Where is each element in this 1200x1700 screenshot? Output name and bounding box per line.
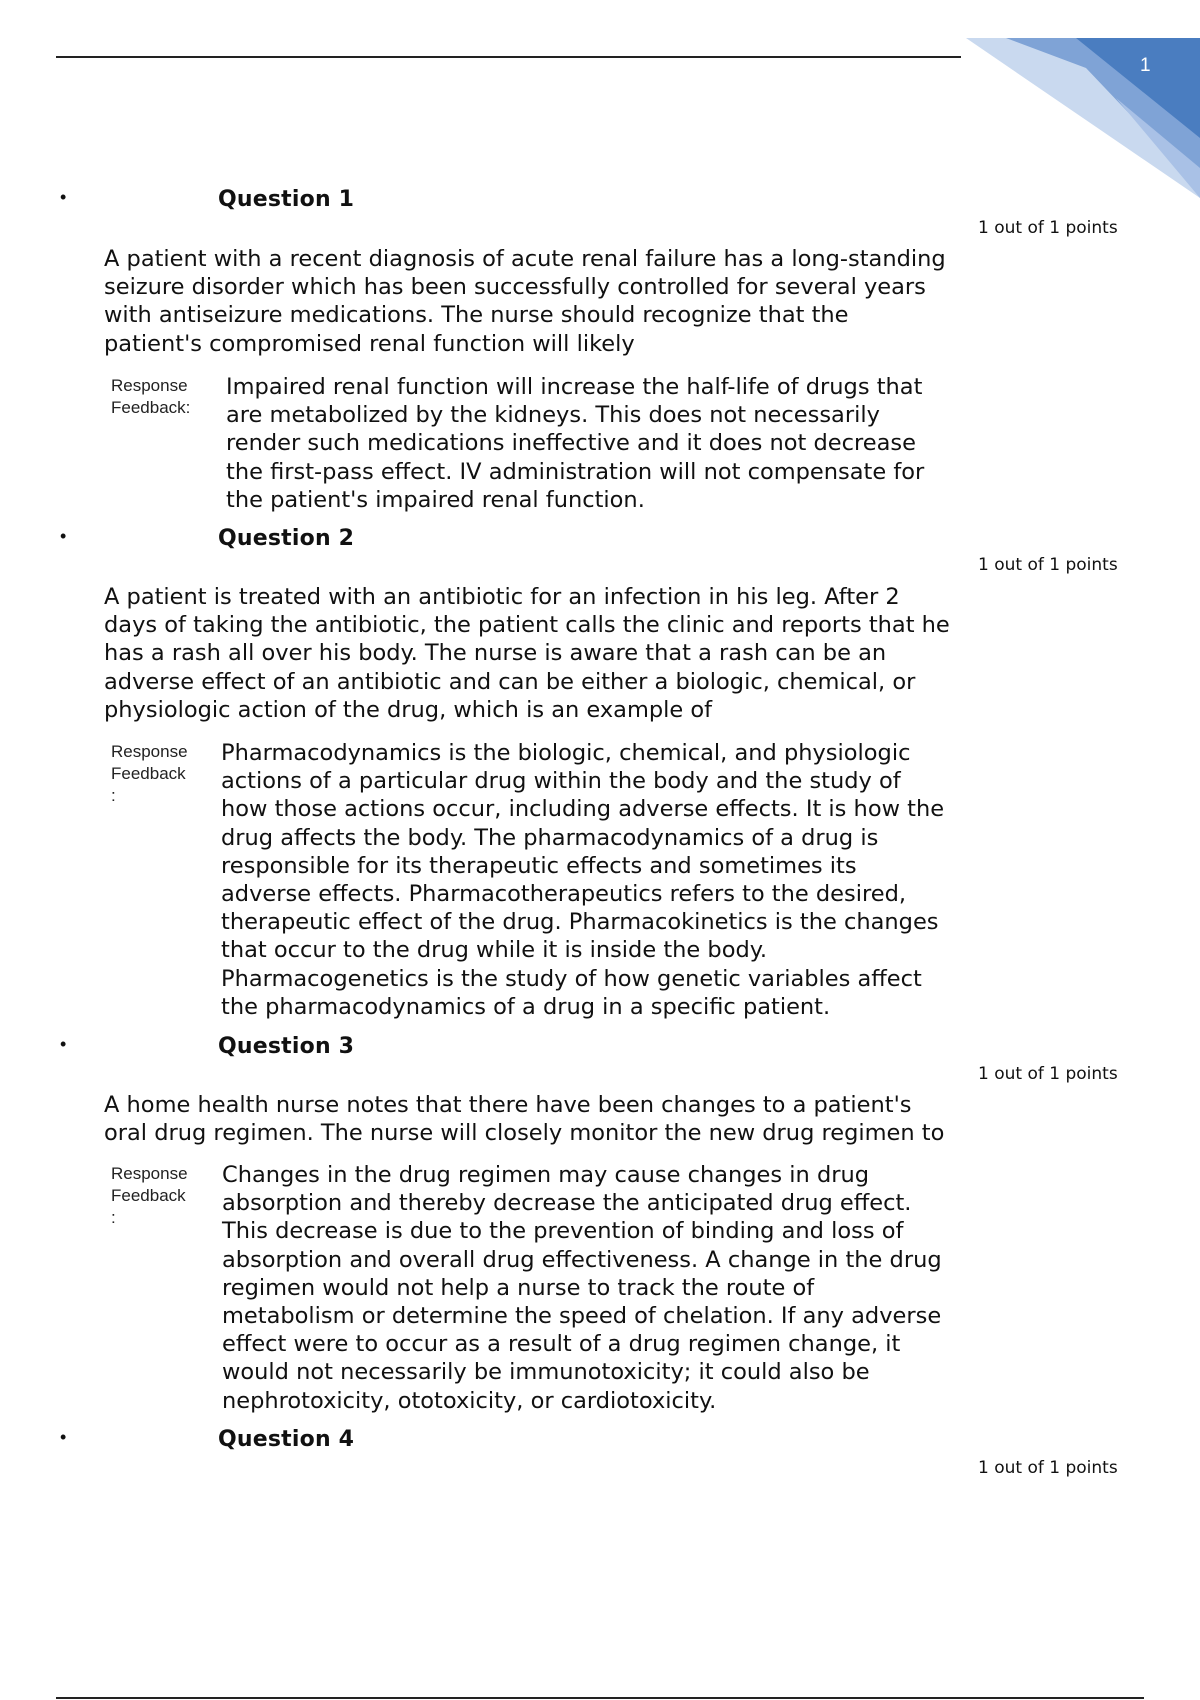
question-1-title: Question 1 — [218, 187, 355, 212]
question-1-text: A patient with a recent diagnosis of acute renal failure has a long-standing seizure disorder which has been successfully controlled for several years with antiseizure medications. The nurse should recognize that the patient's compromised renal function will likely — [104, 246, 946, 357]
bullet-q4: • — [60, 1427, 67, 1447]
question-2-title: Question 2 — [218, 526, 355, 551]
question-1-points: 1 out of 1 points — [978, 218, 1118, 238]
question-3-points: 1 out of 1 points — [978, 1064, 1118, 1084]
header-rule — [56, 56, 961, 58]
question-4-title: Question 4 — [218, 1427, 355, 1452]
question-3-title: Question 3 — [218, 1034, 355, 1059]
question-2-text: A patient is treated with an antibiotic for an infection in his leg. After 2 days of taking the antibiotic, the patient calls the clinic and reports that he has a rash all over his body. The nurse is aware that a rash can be an adverse effect of an antibiotic and can be either a biologic, chemical, or physiologic action of the drug, which is an example of — [104, 584, 950, 723]
bullet-q3: • — [60, 1034, 67, 1054]
question-2-points: 1 out of 1 points — [978, 555, 1118, 575]
question-2-feedback: Pharmacodynamics is the biologic, chemical, and physiologic actions of a particular drug within the body and the study of how those actions occur, including adverse effects. It is how the drug affects the body. The pharmacodynamics of a drug is responsible for its therapeutic effects and sometimes its adverse effects. Pharmacotherapeutics refers to the desired, therapeutic effect of the drug. Pharmacokinetics is the changes that occur to the drug while it is inside the body. Pharmacogenetics is the study of how genetic variables affect the pharmacodynamics of a drug in a specific patient. — [221, 740, 945, 1020]
question-3-feedback-label: Response Feedback : — [111, 1164, 188, 1227]
question-3-feedback: Changes in the drug regimen may cause changes in drug absorption and thereby decrease the anticipated drug effect. This decrease is due to the prevention of binding and loss of absorption and overall drug effectiveness. A change in the drug regimen would not help a nurse to track the route of metabolism or determine the speed of chelation. If any adverse effect were to occur as a result of a drug regimen change, it would not necessarily be immunotoxicity; it could also be nephrotoxicity, ototoxicity, or cardiotoxicity. — [222, 1162, 942, 1414]
question-2-feedback-label: Response Feedback : — [111, 742, 188, 805]
bullet-q2: • — [60, 526, 67, 546]
question-4-points: 1 out of 1 points — [978, 1458, 1118, 1478]
question-1-feedback: Impaired renal function will increase the half-life of drugs that are metabolized by the kidneys. This does not necessarily render such medications ineffective and it does not decrease the first-pass effect. IV administration will not compensate for the patient's impaired renal function. — [226, 374, 925, 513]
footer-rule — [56, 1697, 1144, 1699]
question-3-text: A home health nurse notes that there have been changes to a patient's oral drug regimen. The nurse will closely monitor the new drug regimen to — [104, 1092, 945, 1147]
bullet-q1: • — [60, 187, 67, 207]
page-number: 1 — [1140, 55, 1151, 76]
corner-decoration — [966, 38, 1200, 198]
question-1-feedback-label: Response Feedback: — [111, 376, 191, 417]
